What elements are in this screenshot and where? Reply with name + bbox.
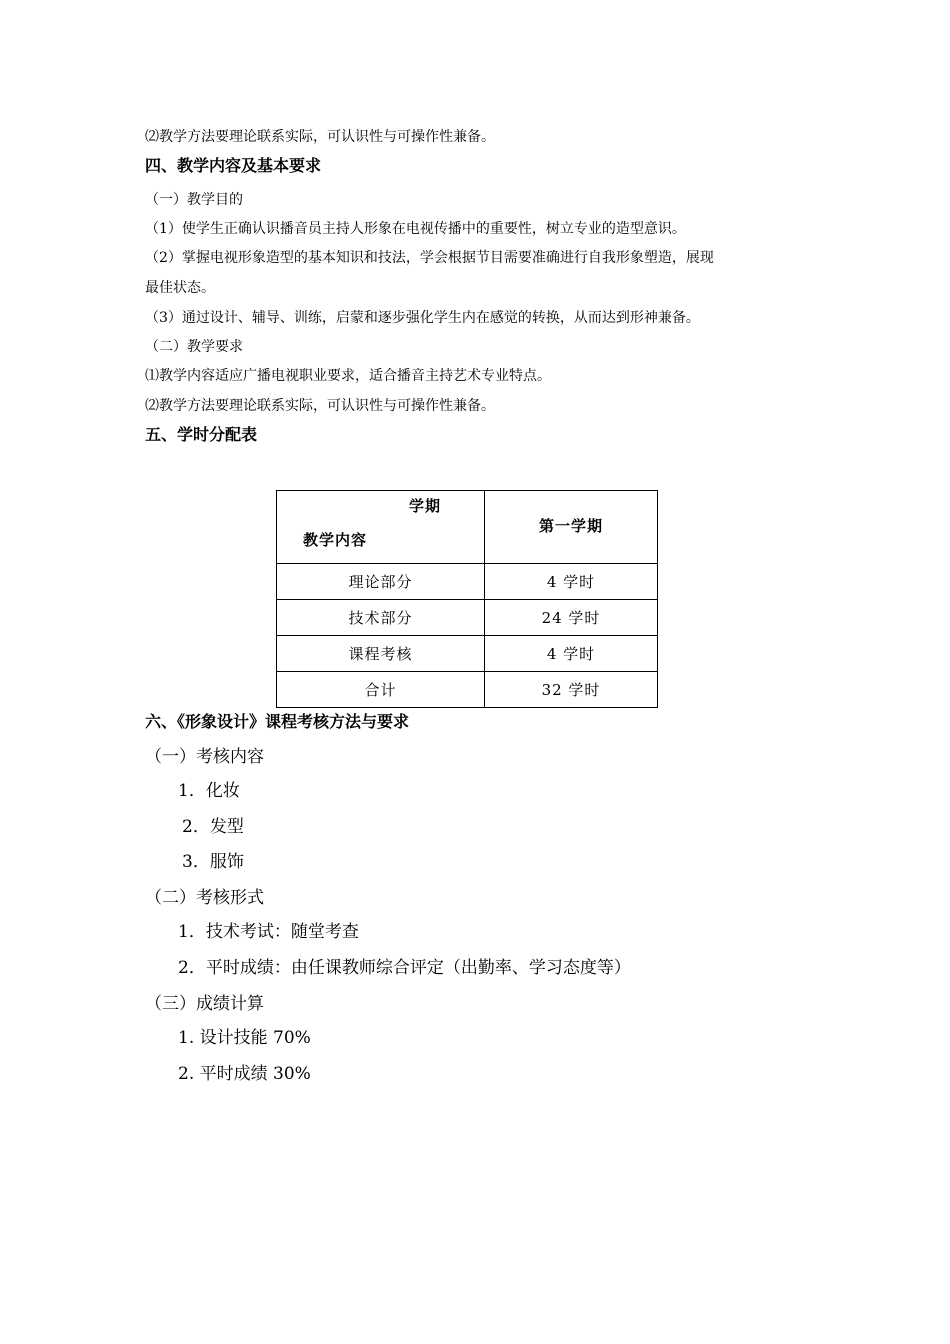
table-cell-hours: 32 学时 (541, 681, 601, 699)
assessment-content-title: （一）考核内容 (145, 747, 264, 767)
requirement-item-1: ⑴教学内容适应广播电视职业要求，适合播音主持艺术专业特点。 (145, 368, 551, 384)
assessment-content-item: 2．发型 (182, 817, 244, 837)
goal-item-2a: （2）掌握电视形象造型的基本知识和技法，学会根据节目需要准确进行自我形象塑造，展现 (145, 250, 714, 266)
table-cell-content: 合计 (277, 672, 485, 707)
goal-title: （一）教学目的 (145, 192, 243, 208)
score-calc-item: 1. 设计技能 70% (178, 1028, 311, 1048)
table-cell-content: 理论部分 (277, 564, 485, 599)
table-row (277, 599, 657, 635)
section5-title: 五、学时分配表 (145, 425, 258, 444)
table-cell-hours: 4 学时 (546, 573, 596, 591)
goal-item-3: （3）通过设计、辅导、训练，启蒙和逐步强化学生内在感觉的转换，从而达到形神兼备。 (145, 310, 700, 326)
header-content: 教学内容 (303, 531, 368, 549)
assessment-form-title: （二）考核形式 (145, 888, 264, 908)
table-cell-content: 技术部分 (277, 600, 485, 635)
table-row (277, 671, 657, 707)
table-cell-hours: 24 学时 (541, 609, 601, 627)
score-calc-item: 2. 平时成绩 30% (178, 1064, 311, 1084)
hours-table (276, 490, 658, 708)
score-calc-title: （三）成绩计算 (145, 994, 264, 1014)
table-cell-content: 课程考核 (277, 636, 485, 671)
table-header-row (277, 491, 657, 563)
table-row (277, 563, 657, 599)
section6-title: 六、《形象设计》课程考核方法与要求 (145, 712, 410, 731)
header-term: 学期 (409, 497, 442, 515)
method-line: ⑵教学方法要理论联系实际，可认识性与可操作性兼备。 (145, 129, 495, 145)
assessment-content-item: 3．服饰 (182, 852, 244, 872)
assessment-content-item: 1．化妆 (178, 781, 240, 801)
table-header-col2 (485, 491, 657, 563)
table-row (277, 635, 657, 671)
assessment-form-item: 2．平时成绩：由任课教师综合评定（出勤率、学习态度等） (178, 958, 631, 978)
assessment-form-item: 1．技术考试：随堂考查 (178, 922, 359, 942)
table-header-diagonal-cell (277, 491, 485, 563)
header-first-term: 第一学期 (538, 516, 603, 535)
table-cell-hours: 4 学时 (546, 645, 596, 663)
requirement-item-2: ⑵教学方法要理论联系实际，可认识性与可操作性兼备。 (145, 398, 495, 414)
section4-title: 四、教学内容及基本要求 (145, 156, 322, 175)
goal-item-2b: 最佳状态。 (145, 280, 215, 296)
goal-item-1: （1）使学生正确认识播音员主持人形象在电视传播中的重要性，树立专业的造型意识。 (145, 221, 686, 237)
requirement-title: （二）教学要求 (145, 339, 243, 355)
